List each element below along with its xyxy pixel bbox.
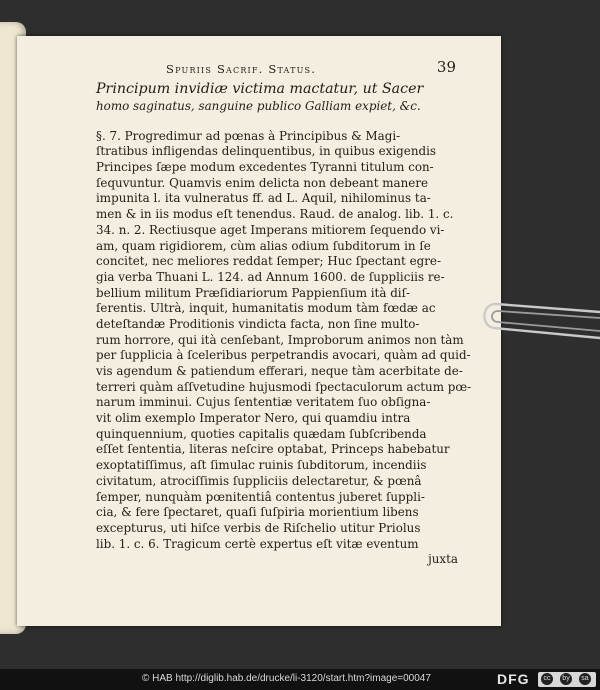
- catchword: juxta: [428, 552, 458, 567]
- text-line: concitet, nec meliores reddat ſemper; Huc ſpectant egre-: [96, 254, 441, 269]
- text-line: terreri quàm aſſvetudine hujusmodi ſpectaculorum actum pœ-: [96, 379, 472, 394]
- text-line: quinquennium, quoties capitalis quædam ſubſcribenda: [96, 426, 427, 441]
- text-line: gia verba Thuani L. 124. ad Annum 1600. de ſuppliciis re-: [96, 269, 445, 284]
- text-line: vis agendum & patiendum efferari, neque tàm acerbitate de-: [96, 364, 463, 378]
- motto-line-1: Principum invidiæ victima mactatur, ut Sacer: [96, 81, 424, 97]
- motto-line-2: homo saginatus, sanguine publico Galliam expiet, &c.: [96, 99, 421, 113]
- page-text-block: [96, 58, 472, 567]
- running-head: [96, 58, 456, 80]
- sa-icon: sa: [579, 673, 591, 685]
- text-line: ſemper, nunquàm pœnitentiâ contentus juberet ſuppli-: [96, 489, 425, 504]
- text-line: ſerentis. Ultrà, inquit, humanitatis modum tàm fœdæ ac: [96, 301, 436, 316]
- dfg-logo: DFG: [497, 671, 530, 687]
- body-text: [96, 128, 472, 553]
- text-line: am, quam rigidiorem, cùm alias odium ſubditorum in ſe: [96, 238, 431, 253]
- text-line: deteſtandæ Proditionis vindicta facta, non ſine multo-: [96, 316, 420, 331]
- page-number: 39: [436, 58, 456, 76]
- by-icon: by: [560, 673, 572, 685]
- running-head-title: Spuriis Sacrif. Status.: [166, 62, 317, 76]
- text-line: vit olim exemplo Imperator Nero, qui quamdiu intra: [96, 411, 411, 426]
- text-line: impunita l. ita vulneratus ff. ad L. Aquil, nihilominus ta-: [96, 191, 431, 206]
- text-line: exoptatiſſimus, aſt ſimulac ruinis ſubditorum, incendiis: [96, 458, 427, 473]
- text-line: eſſet ſententia, literas neſcire optabat, Princeps habebatur: [96, 442, 450, 457]
- text-line: civitatum, atrociſſimis ſuppliciis delectaretur, & pœnâ: [96, 473, 422, 488]
- text-line: Principes ſæpe modum excedentes Tyranni titulum con-: [96, 160, 434, 175]
- source-link[interactable]: © HAB http://diglib.hab.de/drucke/li-3120/start.htm?image=00047: [142, 673, 431, 684]
- text-line: rum horrore, qui ità cenſebant, Improborum animos non tàm: [96, 332, 464, 347]
- text-line: ſtratibus infligendas delinquentibus, in quibus exigendis: [96, 144, 436, 159]
- book-page: [17, 36, 501, 626]
- paperclip-icon: [478, 298, 600, 354]
- cc-icon: cc: [541, 673, 553, 685]
- text-line: bellium militum Præſidiariorum Pappienſium ità diſ-: [96, 285, 411, 300]
- text-line: lib. 1. c. 6. Tragicum certè expertus eſt vitæ eventum: [96, 536, 419, 551]
- text-line: cia, & fere ſpectaret, quaſi ſuſpiria morientium libens: [96, 505, 419, 520]
- text-line: narum imminui. Cujus ſententiæ veritatem ſuo obſigna-: [96, 395, 431, 410]
- cc-license-badge[interactable]: [538, 672, 596, 687]
- text-line: men & in iis modus eſt tenendus. Raud. de analog. lib. 1. c.: [96, 207, 454, 222]
- text-line: 34. n. 2. Rectiusque aget Imperans mitiorem ſequendo vi-: [96, 222, 445, 237]
- text-line: excepturus, uti hiſce verbis de Riſchelio utitur Priolus: [96, 520, 421, 535]
- text-line: per ſupplicia à ſceleribus perpetrandis avocari, quàm ad quid-: [96, 348, 471, 363]
- text-line: ſequvuntur. Quamvis enim delicta non debeant manere: [96, 175, 429, 190]
- footer-bar: [0, 669, 600, 690]
- text-line: §. 7. Progredimur ad pœnas à Principibus & Magi-: [96, 128, 401, 143]
